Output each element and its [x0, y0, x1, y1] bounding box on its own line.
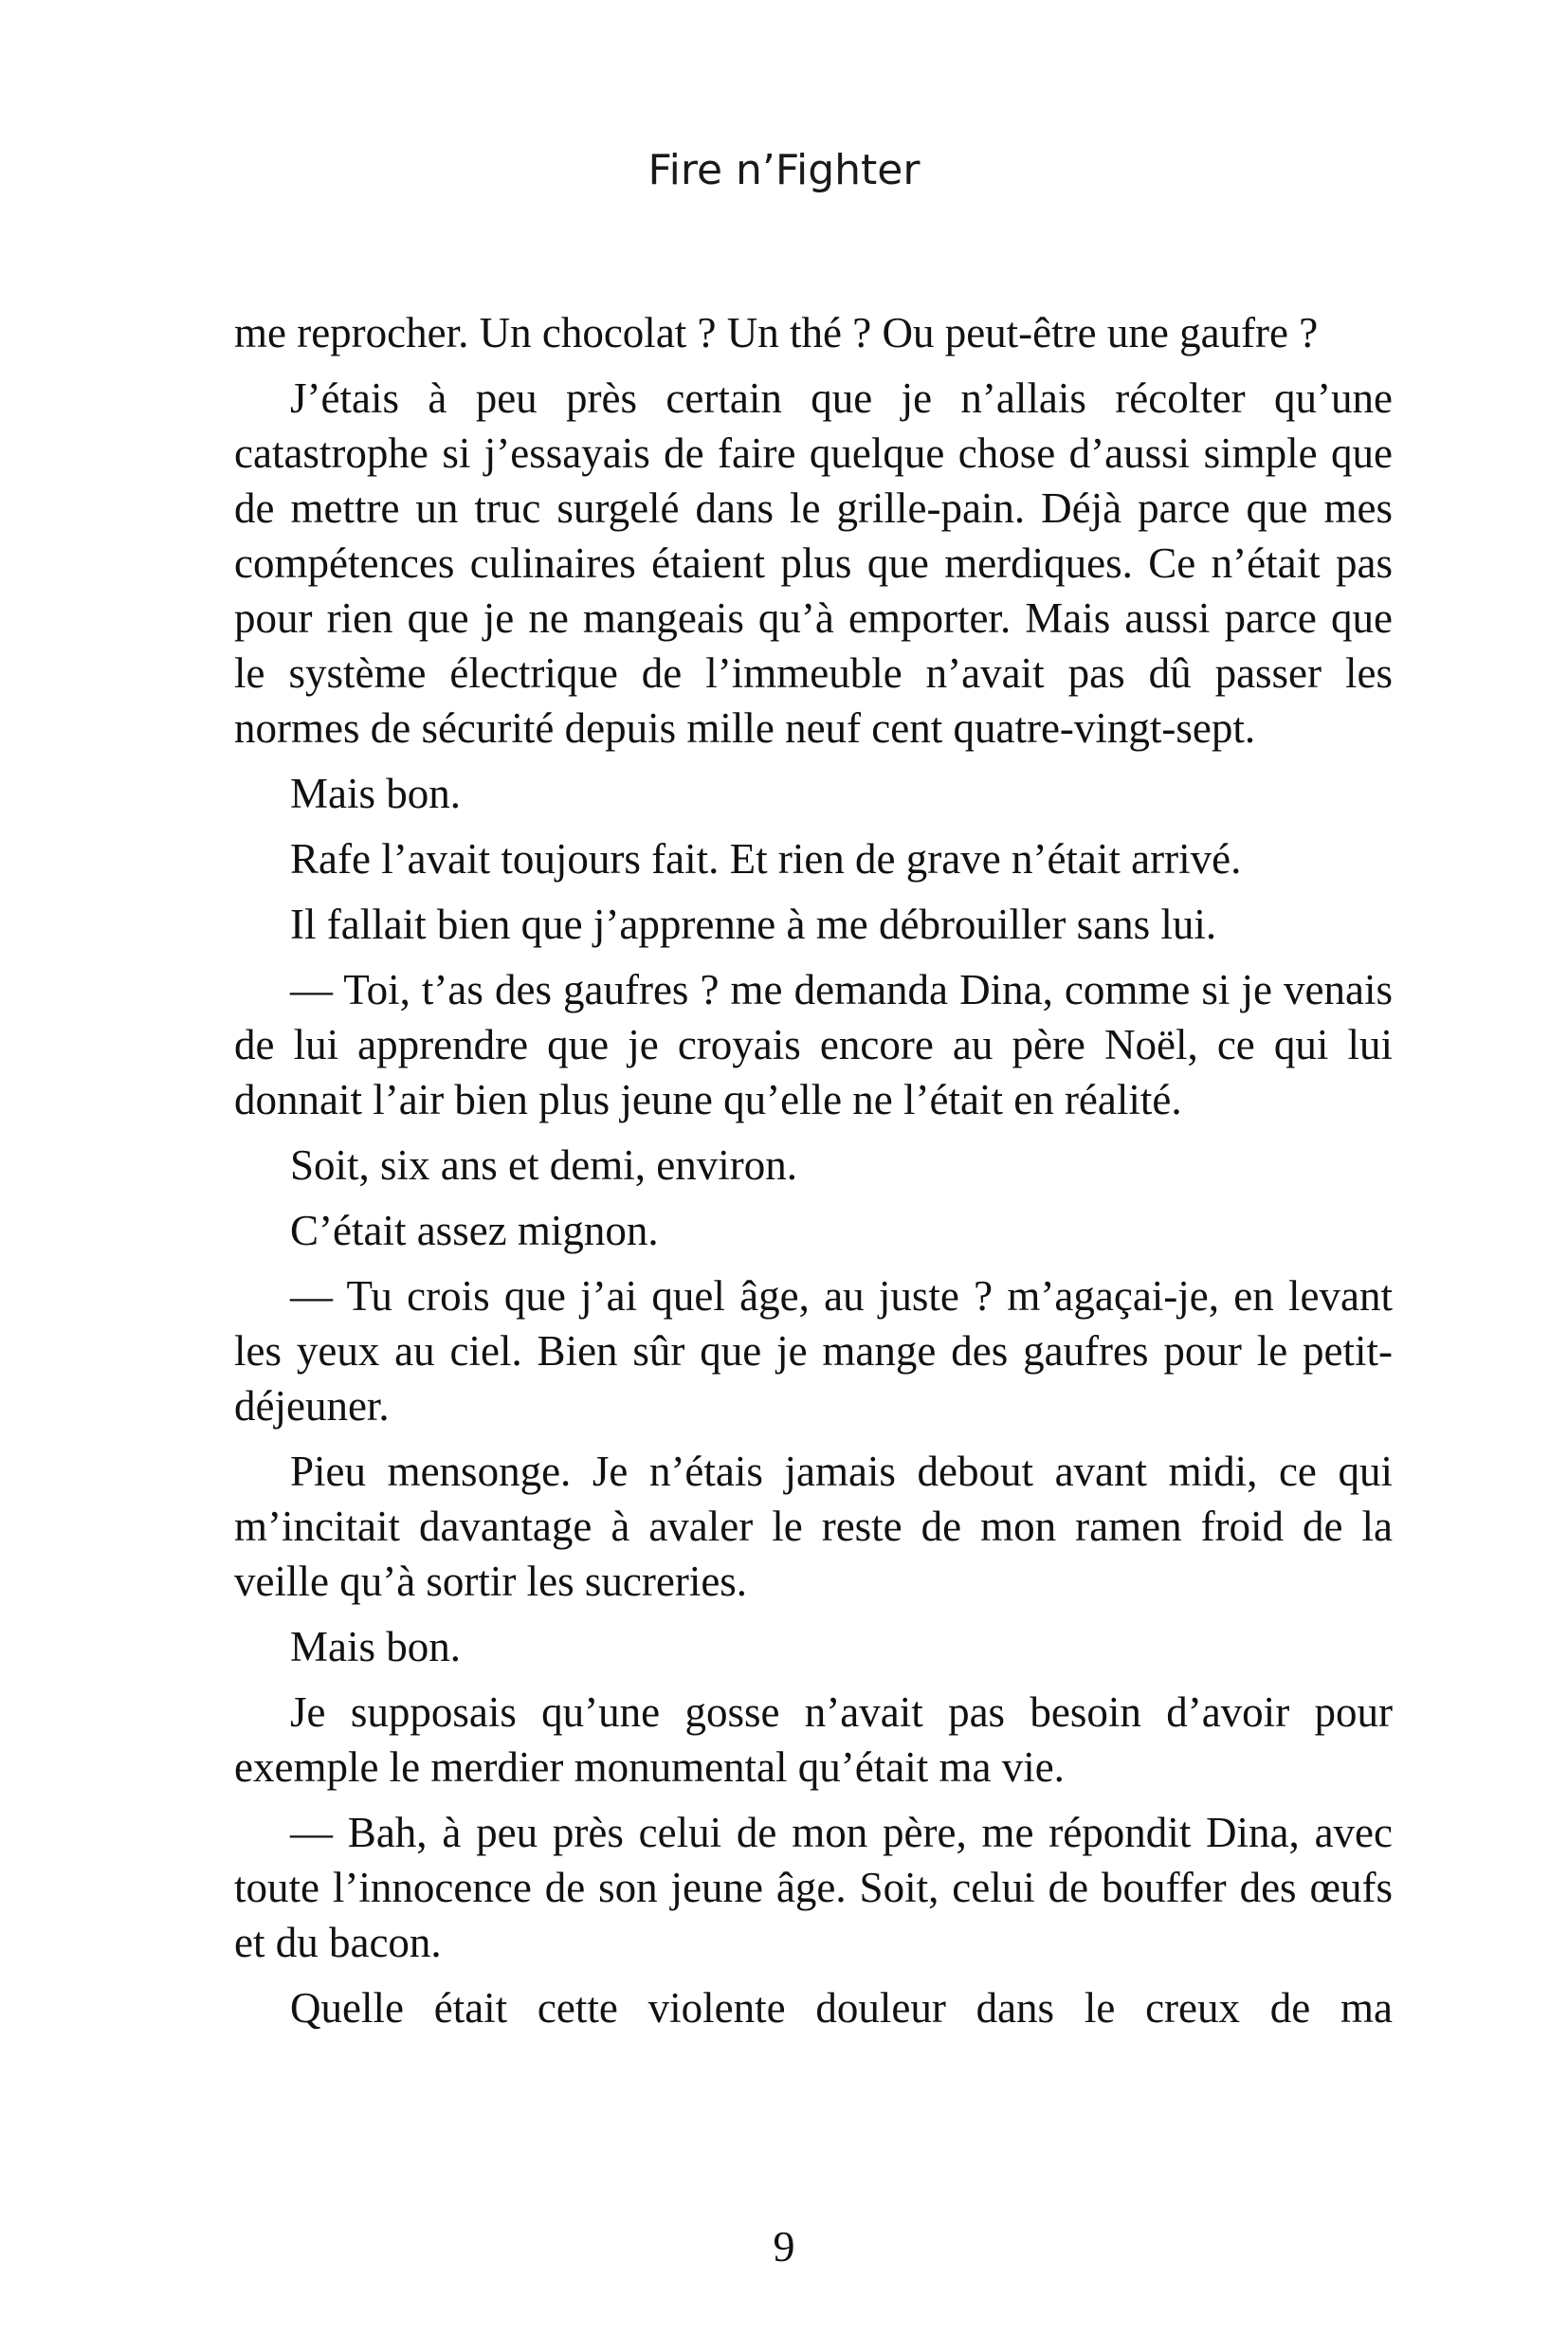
dialogue-paragraph: — Toi, t’as des gaufres ? me demanda Dina, comme si je venais de lui apprendre que je croyais encore au père Noël, ce qui lui donnait l’air bien plus jeune qu’elle ne l’était en réalité.: [234, 966, 1393, 1123]
page-number: 9: [773, 2222, 795, 2270]
paragraph: Je supposais qu’une gosse n’avait pas besoin d’avoir pour exemple le merdier monumental qu’était ma vie.: [234, 1688, 1393, 1791]
paragraph: C’était assez mignon.: [290, 1207, 659, 1254]
paragraph: J’étais à peu près certain que je n’allais récolter qu’une catastrophe si j’essayais de faire quelque chose d’aussi simple que de mettre un truc surgelé dans le grille-pain. Déjà parce que mes compétences culinaires étaient plus que merdiques. Ce n’était pas pour rien que je ne mangeais qu’à emporter. Mais aussi parce que le système électrique de l’immeuble n’avait pas dû passer les normes de sécurité depuis mille neuf cent quatre-vingt-sept.: [234, 374, 1393, 752]
page-body: [234, 305, 1393, 2046]
paragraph: Mais bon.: [290, 1623, 461, 1670]
paragraph: Mais bon.: [290, 770, 461, 817]
dialogue-paragraph: — Bah, à peu près celui de mon père, me répondit Dina, avec toute l’innocence de son jeune âge. Soit, celui de bouffer des œufs et du bacon.: [234, 1809, 1393, 1966]
paragraph: Il fallait bien que j’apprenne à me débrouiller sans lui.: [290, 901, 1217, 948]
paragraph-continues-next-page: Quelle était cette violente douleur dans le creux de ma: [290, 1984, 1393, 2032]
dialogue-paragraph: — Tu crois que j’ai quel âge, au juste ? m’agaçai-je, en levant les yeux au ciel. Bien sûr que je mange des gaufres pour le petit-déjeuner.: [234, 1272, 1393, 1430]
paragraph: Rafe l’avait toujours fait. Et rien de grave n’était arrivé.: [290, 835, 1242, 883]
paragraph: Soit, six ans et demi, environ.: [290, 1141, 797, 1189]
running-header: Fire n’Fighter: [647, 146, 921, 194]
paragraph: Pieu mensonge. Je n’étais jamais debout avant midi, ce qui m’incitait davantage à avaler le reste de mon ramen froid de la veille qu’à sortir les sucreries.: [234, 1448, 1393, 1605]
paragraph-continuation: me reprocher. Un chocolat ? Un thé ? Ou peut-être une gaufre ?: [234, 309, 1319, 356]
